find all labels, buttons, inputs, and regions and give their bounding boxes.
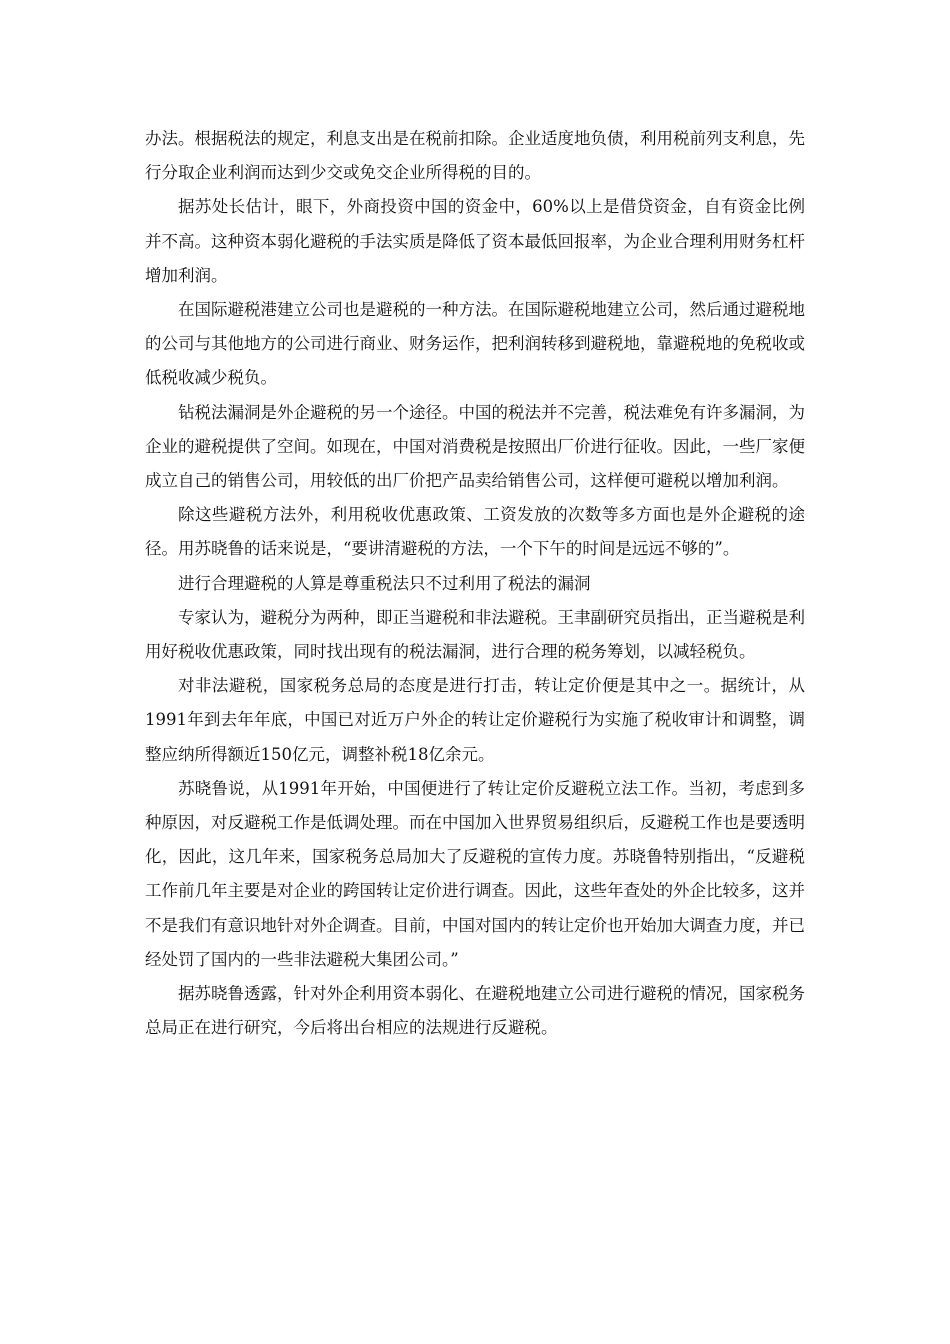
paragraph: 据苏晓鲁透露，针对外企利用资本弱化、在避税地建立公司进行避税的情况，国家税务总局正在进行研究，今后将出台相应的法规进行反避税。	[145, 984, 805, 1038]
paragraph: 对非法避税，国家税务总局的态度是进行打击，转让定价便是其中之一。据统计，从1991年到去年年底，中国已对近万户外企的转让定价避税行为实施了税收审计和调整，调整应纳所得额近150亿元，调整补税18亿余元。	[145, 676, 805, 764]
paragraph: 除这些避税方法外，利用税收优惠政策、工资发放的次数等多方面也是外企避税的途径。用苏晓鲁的话来说是，“要讲清避税的方法，一个下午的时间是远远不够的”。	[145, 505, 805, 559]
paragraph: 专家认为，避税分为两种，即正当避税和非法避税。王聿副研究员指出，正当避税是利用好税收优惠政策，同时找出现有的税法漏洞，进行合理的税务筹划，以减轻税负。	[145, 607, 805, 662]
paragraph: 钻税法漏洞是外企避税的另一个途径。中国的税法并不完善，税法难免有许多漏洞，为企业的避税提供了空间。如现在，中国对消费税是按照出厂价进行征收。因此，一些厂家便成立自己的销售公司，用较低的出厂价把产品卖给销售公司，这样便可避税以增加利润。	[145, 402, 805, 491]
paragraph-continued: 办法。根据税法的规定，利息支出是在税前扣除。企业适度地负债，利用税前列支利息，先行分取企业利润而达到少交或免交企业所得税的目的。	[145, 129, 805, 183]
paragraph: 苏晓鲁说，从1991年开始，中国便进行了转让定价反避税立法工作。当初，考虑到多种原因，对反避税工作是低调处理。而在中国加入世界贸易组织后，反避税工作也是要透明化，因此，这几年来，国家税务总局加大了反避税的宣传力度。苏晓鲁特别指出，“反避税工作前几年主要是对企业的跨国转让定价进行调查。因此，这些年查处的外企比较多，这并不是我们有意识地针对外企调查。目前，中国对国内的转让定价也开始加大调查力度，并已经处罚了国内的一些非法避税大集团公司。”	[145, 778, 805, 969]
article-body	[145, 122, 805, 1045]
paragraph: 据苏处长估计，眼下，外商投资中国的资金中，60%以上是借贷资金，自有资金比例并不高。这种资本弱化避税的手法实质是降低了资本最低回报率，为企业合理利用财务杠杆增加利润。	[145, 197, 805, 285]
paragraph: 在国际避税港建立公司也是避税的一种方法。在国际避税地建立公司，然后通过避税地的公司与其他地方的公司进行商业、财务运作，把利润转移到避税地，靠避税地的免税收或低税收减少税负。	[145, 300, 805, 388]
section-heading: 进行合理避税的人算是尊重税法只不过利用了税法的漏洞	[178, 573, 591, 593]
